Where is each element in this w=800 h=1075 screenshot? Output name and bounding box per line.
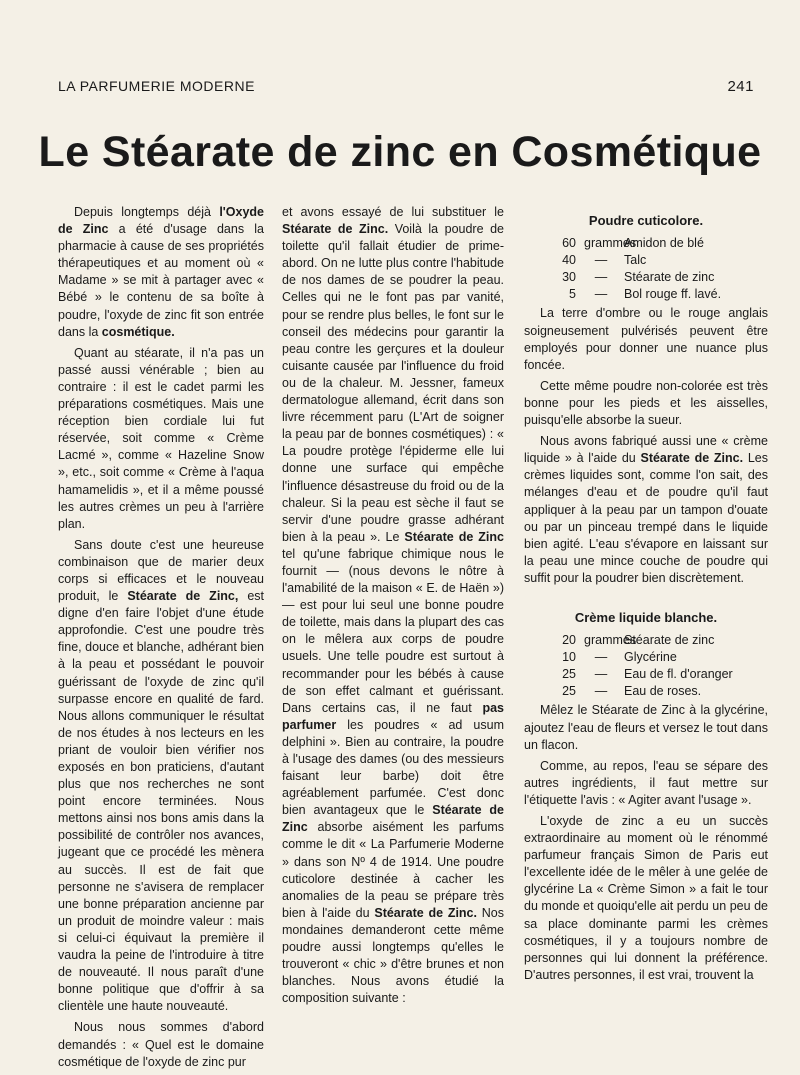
text-run: Depuis longtemps déjà [74,205,220,219]
text-run: est digne d'en faire l'objet d'une étude approfondie. C'est une poudre très fine, douce et blanche, adhérant bien à la peau et possédant le pouvoir guérissant de l'oxyde de zinc qu'il surpasse encore en qualité de fard. Nous allons communiquer le résultat de nos études à nos lecteurs en les priant de vouloir bien vérifier nos exposés en bon praticiens, d'autant plus que nos recherches ne sont point encore terminées. Nous mettons ainsi nos bons amis dans la possibilité de contrôler nos avances, jugeant que ce procédé les mènera au succès. Il est de fait que personne ne s'avisera de remplacer une bonne préparation ancienne par un produit de moindre valeur : mais si celui-ci équivaut la première il vaudra la peine de l'introduire à titre de nouveauté. Il nous paraît d'une bonne politique que d'offrir à sa clientèle une haute nouveauté. [58,589,264,1014]
recipe-quantity: 10 [562,650,576,665]
paragraph [524,305,768,373]
recipe-ingredient: Bol rouge ff. lavé. [624,287,722,302]
bold-text: l'Oxyde de Zinc [58,205,264,237]
text-run: et avons essayé de lui substituer le [282,205,504,219]
recipe-heading: Crème liquide blanche. [574,609,718,625]
recipe-line [524,252,768,269]
recipe-line [524,683,768,700]
article-title: Le Stéarate de zinc en Cosmétique [38,128,762,176]
page-number: 241 [727,78,754,95]
recipe-unit: — [594,253,608,268]
recipe-unit: — [594,287,608,302]
bold-text: Stéarate de Zinc. [282,222,389,237]
text-run: La terre d'ombre ou le rouge anglais soigneusement pulvérisés peuvent être employés pour donner une nuance plus foncée. [524,306,768,372]
column-1 [58,204,264,1075]
paragraph [524,758,768,809]
recipe-ingredient: Amidon de blé [624,236,704,251]
paragraph [58,345,264,533]
recipe-line [524,666,768,683]
recipe-quantity: 25 [562,684,576,699]
recipe-unit: grammes [584,236,637,251]
text-run: L'oxyde de zinc a eu un succès extraordinaire au moment où le rénommé parfumeur français Simon de Paris eut l'excellente idée de le mêler à une gelée de glycérine La « Crème Simon » a fait le tour du monde et quoiqu'elle ait perdu un peu de sa place dominante parmi les crèmes cosmétiques, il y a toujours nombre de personnes qui lui donnent la préférence. D'autres personnes, il est vrai, trouvent la [524,814,768,982]
recipe-ingredient: Eau de roses. [624,684,702,699]
text-run: Sans doute c'est une heureuse combinaison que de marier deux corps si efficaces et le nouveau produit, le [58,537,264,604]
bold-text: cosmétique. [101,324,175,339]
recipe-table [524,632,768,700]
text-run: les poudres « ad usum delphini ». Bien au contraire, la poudre à l'usage des dames (ou des messieurs faisant leur barbe) doit être agréablement parfumée. C'est donc bien avantageux que le [282,717,504,818]
bold-text: pas parfumer [282,700,504,732]
paragraph [524,813,768,984]
paragraph [58,1019,264,1070]
paragraph [282,204,504,1007]
paragraph-group [524,305,768,587]
text-run: Cette même poudre non-colorée est très bonne pour les pieds et les aisselles, puisqu'elle absorbe la sueur. [524,378,768,428]
recipe-quantity: 30 [562,270,576,285]
recipe-unit: grammes [584,633,637,648]
recipe-line [524,649,768,666]
recipe-line [524,632,768,649]
recipe-heading: Poudre cuticolore. [588,213,704,228]
recipe-quantity: 20 [562,633,576,648]
column-3 [524,212,768,988]
recipe-line [524,269,768,286]
text-run: absorbe aisément les parfums comme le dit « La Parfumerie Moderne » dans son Nº 4 de 1914. Une poudre cuticolore destinée à cacher les anomalies de la peau se prépare très bien à l'aide du [282,820,504,920]
text-run: Voilà la poudre de toilette qu'il fallait étudier de prime-abord. On ne lutte plus contre l'habitude de nos dames de se poudrer la peau. Celles qui ne le font pas par vanité, pour se rendre plus belles, le font sur le conseil des médecins pour garantir la peau contre les gerçures et la douleur cuisante causée par l'influence du froid ou de la chaleur. M. Jessner, fameux dermatologue allemand, écrit dans son livre récemment paru (L'Art de soigner la peau par de bonnes cosmétiques) : « La poudre protège l'épiderme elle lui donne une surface qui empêche l'influence désastreuse du froid ou de la chaleur. Si la peau est sèche il faut se servir d'une poudre grasse adhérant bien à la peau ». Le [282,222,504,544]
recipe-ingredient: Talc [624,253,647,268]
recipe-unit: — [594,684,608,699]
recipe-line [524,235,768,252]
paragraph-group [524,702,768,984]
recipe-quantity: 5 [569,287,576,302]
recipe-ingredient: Stéarate de zinc [624,633,715,648]
text-run: Quant au stéarate, il n'a pas un passé aussi vénérable ; bien au contraire : il est le cadet parmi les préparations cosmétiques. Mais une réception bien cordiale lui fut réservée, soit comme « Crème Lacmé », comme « Hazeline Snow », etc., soit comme « Crème à l'aqua hamamelidis », et il a même poussé les autres crèmes un peu à l'arrière plan. [58,345,264,531]
bold-text: Stéarate de Zinc [404,529,504,544]
paragraph [524,378,768,429]
recipe-ingredient: Stéarate de zinc [624,270,715,285]
recipe-unit: — [594,270,608,285]
recipe-unit: — [594,650,608,665]
paragraph [524,702,768,753]
paragraph [58,204,264,341]
recipe-quantity: 60 [562,236,576,251]
text-run: Nous avons fabriqué aussi une « crème liquide » à l'aide du [524,434,768,466]
bold-text: Stéarate de Zinc. [374,905,477,920]
running-title: LA PARFUMERIE MODERNE [58,78,255,94]
paragraph [58,537,264,1016]
text-run: Comme, au repos, l'eau se sépare des autres ingrédients, il faut mettre sur l'étiquette l'avis : « Agiter avant l'usage ». [524,758,768,807]
recipe-quantity: 40 [562,253,576,268]
recipe-ingredient: Glycérine [624,650,677,665]
text-run: Nos mondaines demanderont cette même poudre aussi longtemps qu'elles le trouveront « chic » d'être brunes et non blanches. Nous avons étudié la composition suivante : [282,905,504,1006]
text-run: Les crèmes liquides sont, comme l'on sait, des mélanges d'eau et de poudre qu'il faut appliquer à la peau par un tampon d'ouate ou par un pinceau trempé dans le liquide bien agité. L'eau s'évapore en laissant sur la peau une mince couche de poudre qui suffit pour la poudrer bien discrètement. [524,451,768,585]
recipe-ingredient: Eau de fl. d'oranger [624,667,733,682]
text-run: a été d'usage dans la pharmacie à cause de ses propriétés thérapeutiques et au moment où « Madame » se mit à partager avec « Bébé » le contenu de sa boîte à poudre, l'oxyde de zinc fit son entrée dans la [58,222,264,339]
bold-text: Stéarate de Zinc, [127,589,239,604]
recipe-quantity: 25 [562,667,576,682]
page-header [58,68,754,95]
bold-text: Stéarate de Zinc. [640,451,744,466]
recipe-table [524,235,768,303]
column-2 [282,204,504,1011]
text-run: Mêlez le Stéarate de Zinc à la glycérine, ajoutez l'eau de fleurs et versez le tout dans un flacon. [524,703,768,752]
recipe-unit: — [594,667,608,682]
text-run: tel qu'une fabrique chimique nous le fournit — (nous devons le nôtre à l'amabilité de la maison « E. de Haën ») — est pour lui seul une bonne poudre de toilette, mais dans la plupart des cas on le mêlera aux corps de poudre usuels. Une telle poudre est surtout à recommander pour les bébés à cause de son effet calmant et guérissant. Dans certains cas, il ne faut [282,546,504,715]
text-run: Nous nous sommes d'abord demandés : « Quel est le domaine cosmétique de l'oxyde de zinc pur [58,1020,264,1069]
recipe-line [524,286,768,303]
paragraph [524,433,768,587]
bold-text: Stéarate de Zinc [282,803,504,835]
